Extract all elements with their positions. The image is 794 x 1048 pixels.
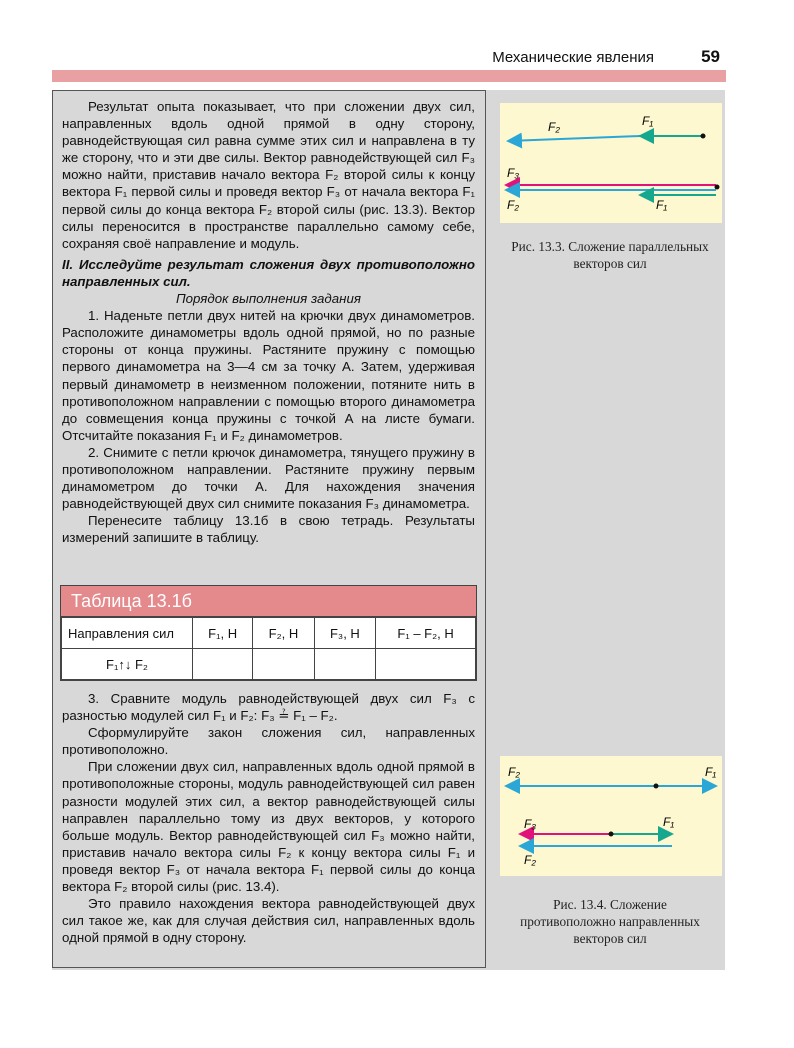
step-2: 2. Снимите с петли крючок динамометра, тянущего пружину в противоположном направлении. Растяните пружину первым динамометром до точки A. Для нахождения значения равнодействующей двух сил снимите показания F₃ динамометра. (62, 444, 475, 512)
header-bar (52, 70, 726, 82)
label-f2: F₂ (548, 120, 560, 134)
running-header (0, 44, 794, 70)
page-number: 59 (701, 47, 720, 66)
figure-13-4 (500, 756, 722, 876)
table-cell (314, 649, 376, 680)
label-f1: F₁ (705, 765, 717, 779)
rule-paragraph: При сложении двух сил, направленных вдоль одной прямой в противоположные стороны, модуль равнодействующей сил равен разности модулей этих сил, а вектор равнодействующей силы направлен параллельно тому из двух векторов, у которого больше модуль. Вектор равнодействующей сил F₃ можно найти, приставив начало вектора силы F₂ к концу вектора силы F₁ и проведя вектор F₃ от начала вектора F₁ первой силы до конца вектора F₂ второй силы (рис. 13.4). (62, 759, 475, 895)
figure-13-3 (500, 103, 722, 223)
table-cell (376, 649, 476, 680)
label-f1: F₁ (663, 815, 675, 829)
task-heading: II. Исследуйте результат сложения двух противоположно направленных сил. (62, 256, 475, 289)
label-f1: F₁ (642, 114, 654, 128)
caption-13-4: Рис. 13.4. Сложение противоположно направленных векторов сил (520, 897, 700, 946)
label-f2: F₂ (507, 198, 519, 212)
table-header: F₃, Н (314, 618, 376, 649)
label-f1: F₁ (656, 198, 668, 212)
point (609, 832, 614, 837)
text-column-2 (62, 690, 475, 946)
point (701, 134, 706, 139)
figure-13-3-diagram (500, 103, 722, 223)
paragraph-result: Результат опыта показывает, что при сложении двух сил, направленных вдоль одной прямой в одну сторону, равнодействующая сил равна сумме этих сил и направлена в ту же сторону, что и эти две силы. Вектор равнодействующей сил F₃ можно найти, приставив начало вектора F₂ второй силы к концу вектора F₁ первой силы и проведя вектор F₃ от начала вектора F₁ первой силы до конца вектора F₂ второй силы (рис. 13.3). Вектор силы переносится в пространстве параллельно самому себе, сохраняя своё направление и модуль. (62, 99, 475, 251)
point (715, 185, 720, 190)
text-column (62, 98, 475, 546)
label-f3: F₃ (524, 817, 537, 831)
closing-paragraph: Это правило нахождения вектора равнодействующей двух сил такое же, как для случая действия сил, направленных вдоль одной прямой в одну сторону. (62, 896, 475, 946)
table-header: F₁ – F₂, Н (376, 618, 476, 649)
label-f2: F₂ (508, 765, 520, 779)
table-header: F₂, Н (253, 618, 314, 649)
point (654, 784, 659, 789)
table-header: F₁, Н (193, 618, 253, 649)
table-header: Направления сил (62, 618, 193, 649)
caption-13-3: Рис. 13.3. Сложение параллельных векторов сил (511, 239, 709, 271)
table-cell: F₁↑↓ F₂ (62, 649, 193, 680)
data-table (60, 585, 477, 681)
table-title: Таблица 13.1б (61, 586, 476, 617)
step-3: 3. Сравните модуль равнодействующей двух сил F₃ с разностью модулей сил F₁ и F₂: F₃ ≟ F₁ – F₂. (62, 691, 475, 724)
vector-f2-top (508, 136, 640, 141)
table-instruction: Перенесите таблицу 13.1б в свою тетрадь. Результаты измерений запишите в таблицу. (62, 513, 475, 546)
law-prompt: Сформулируйте закон сложения сил, направленных противоположно. (62, 725, 475, 758)
table-cell (193, 649, 253, 680)
figure-13-4-diagram (500, 756, 722, 876)
label-f3: F₃ (507, 166, 520, 180)
label-f2: F₂ (524, 853, 536, 867)
table-cell (253, 649, 314, 680)
procedure-heading: Порядок выполнения задания (176, 291, 361, 307)
section-title: Механические явления (492, 49, 654, 66)
step-1: 1. Наденьте петли двух нитей на крючки двух динамометров. Расположите динамометры вдоль одной прямой, но по разные стороны от конца пружины. Растяните пружину с помощью первого динамометра на 3—4 см за точку A. Затем, удерживая первый динамометр в неизменном положении, потяните нить в противоположном направлении с помощью второго динамометра до совмещения конца пружины с точкой A на листе бумаги. Отсчитайте показания F₁ и F₂ динамометров. (62, 308, 475, 443)
